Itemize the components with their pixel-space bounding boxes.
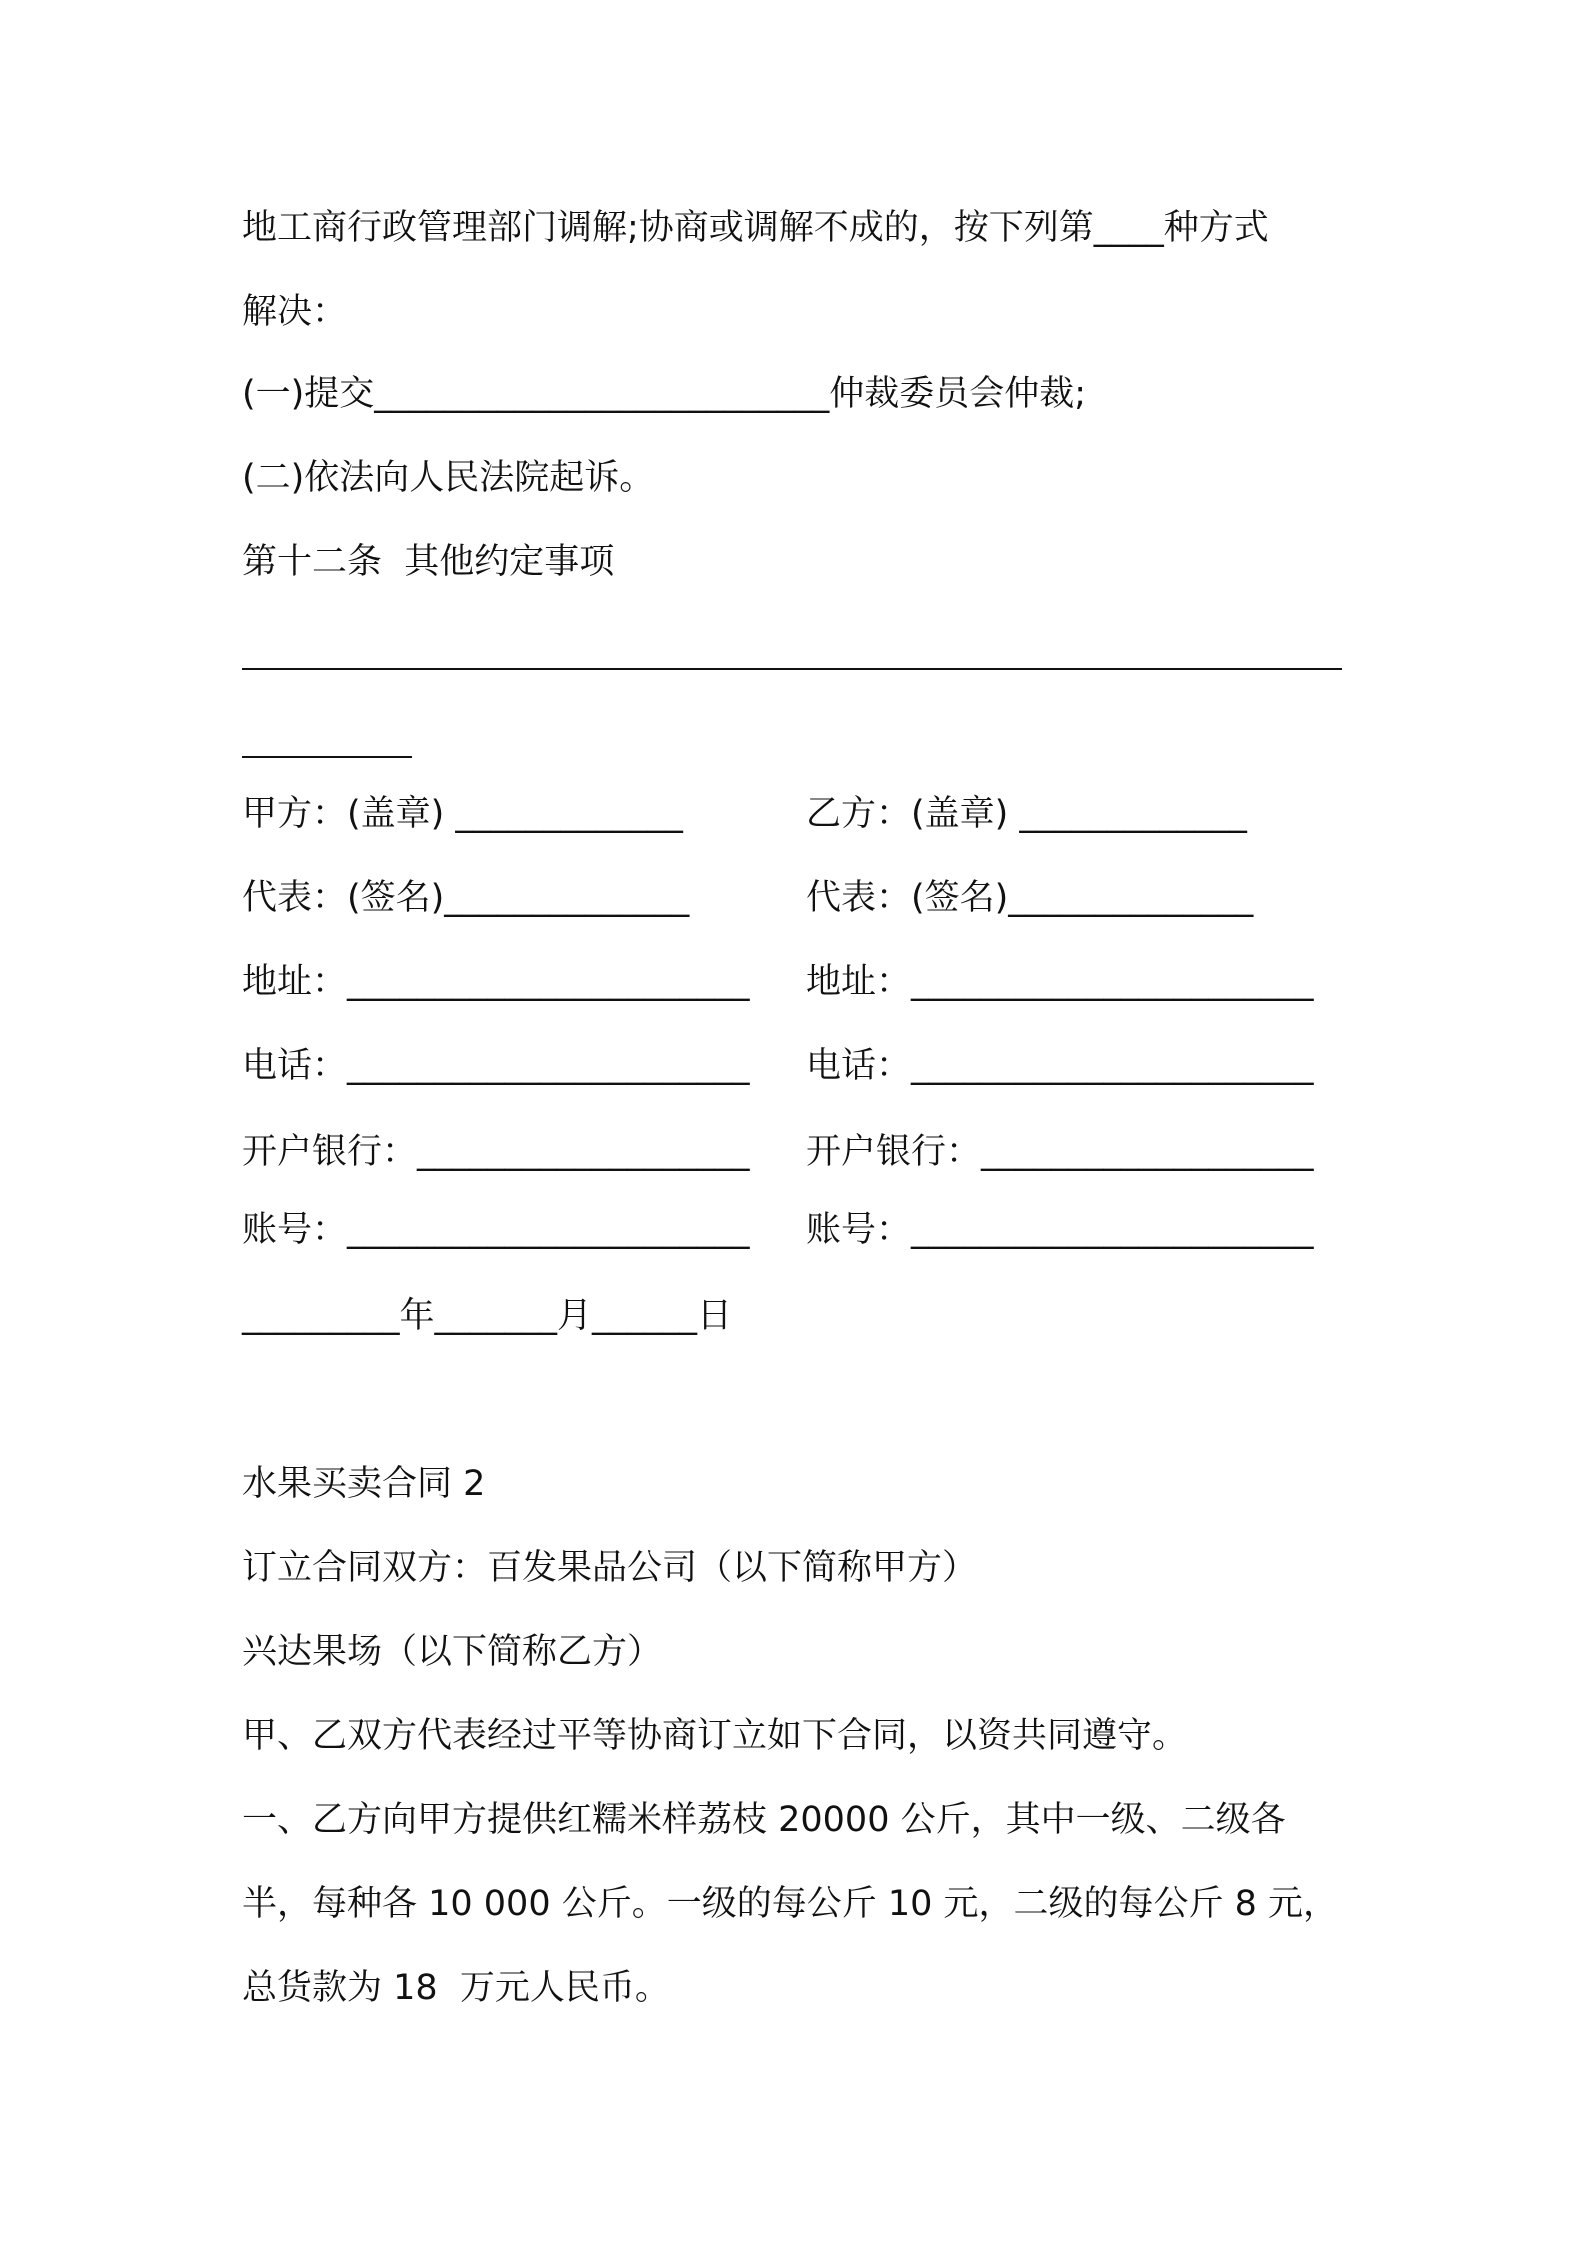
contract-2-title: 水果买卖合同 2 xyxy=(242,1464,486,1504)
party-b-bank: 开户银行：___________________ xyxy=(806,1132,1314,1172)
contract-2-intro: 甲、乙双方代表经过平等协商订立如下合同，以资共同遵守。 xyxy=(242,1716,1188,1756)
clause-1-line-1: 一、乙方向甲方提供红糯米样荔枝 20000 公斤，其中一级、二级各 xyxy=(242,1800,1286,1840)
other-terms-blank-line-1 xyxy=(242,668,1342,670)
party-a-account: 账号：_______________________ xyxy=(242,1210,750,1250)
party-a-representative: 代表：(签名)______________ xyxy=(242,878,690,918)
party-a-seal: 甲方：(盖章) _____________ xyxy=(242,794,683,834)
text-line-arbitration: (一)提交__________________________仲裁委员会仲裁; xyxy=(242,374,1087,414)
party-b-representative: 代表：(签名)______________ xyxy=(806,878,1254,918)
contract-2-party-b: 兴达果场（以下简称乙方） xyxy=(242,1632,663,1672)
party-a-phone: 电话：_______________________ xyxy=(242,1046,750,1086)
text-line-dispute: 地工商行政管理部门调解;协商或调解不成的，按下列第____种方式 xyxy=(242,208,1269,248)
article-12-heading: 第十二条 其他约定事项 xyxy=(242,542,615,582)
contract-2-parties: 订立合同双方：百发果品公司（以下简称甲方） xyxy=(242,1548,978,1588)
party-a-address: 地址：_______________________ xyxy=(242,962,750,1002)
clause-1-line-3: 总货款为 18 万元人民币。 xyxy=(242,1968,670,2008)
party-a-bank: 开户银行：___________________ xyxy=(242,1132,750,1172)
signing-date: _________年_______月______日 xyxy=(242,1296,733,1336)
party-b-seal: 乙方：(盖章) _____________ xyxy=(806,794,1247,834)
party-b-phone: 电话：_______________________ xyxy=(806,1046,1314,1086)
text-line-resolve: 解决： xyxy=(242,292,348,332)
party-b-account: 账号：_______________________ xyxy=(806,1210,1314,1250)
text-line-court: (二)依法向人民法院起诉。 xyxy=(242,458,655,498)
party-b-address: 地址：_______________________ xyxy=(806,962,1314,1002)
other-terms-blank-line-2 xyxy=(242,756,412,758)
clause-1-line-2: 半，每种各 10 000 公斤。一级的每公斤 10 元，二级的每公斤 8 元， xyxy=(242,1884,1339,1924)
